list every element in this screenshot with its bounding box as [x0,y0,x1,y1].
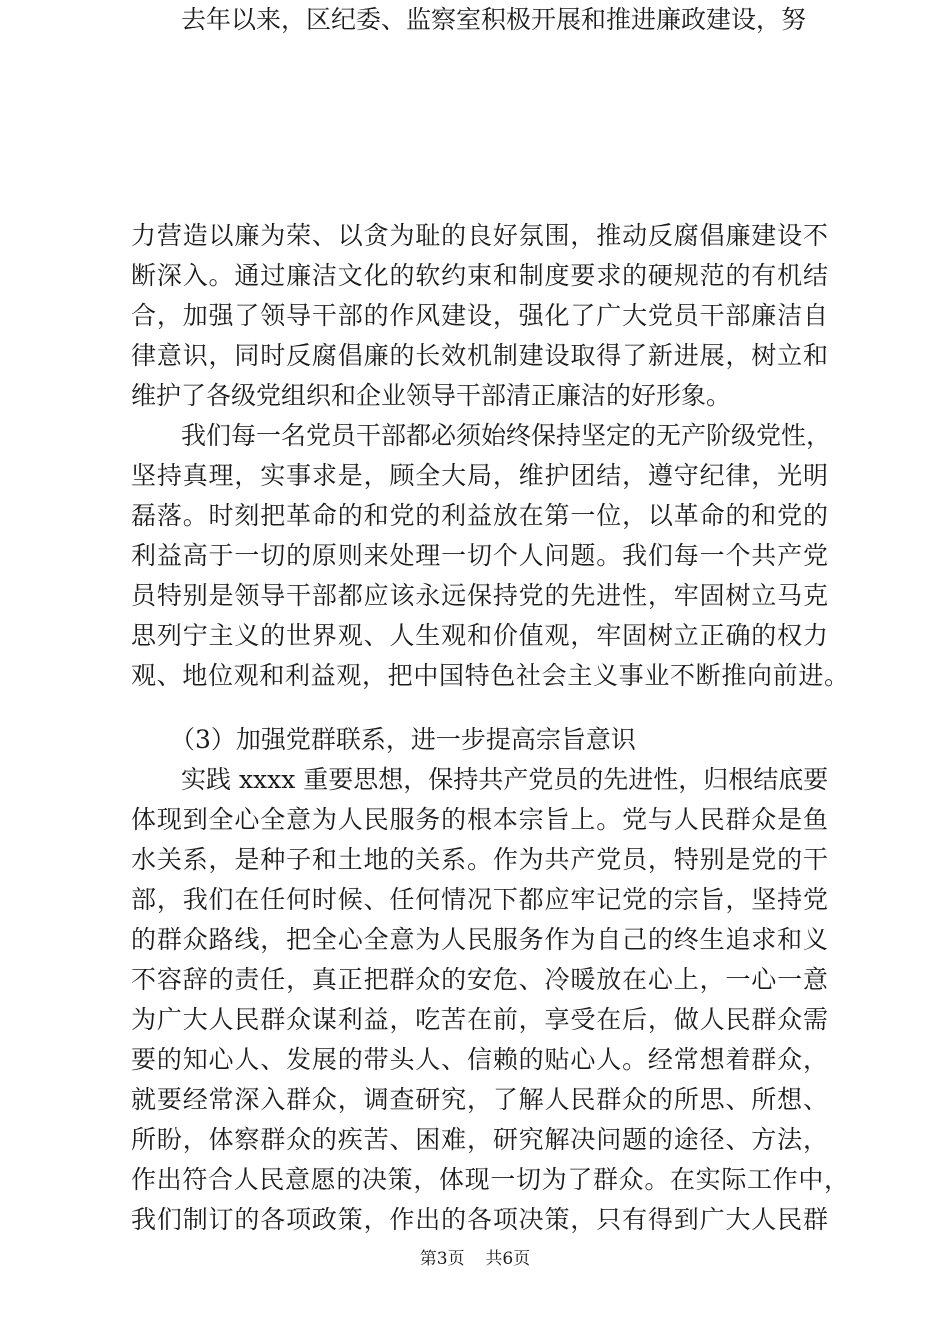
paragraph-3-line-12: 我们制订的各项政策，作出的各项决策，只有得到广大人民群 [131,1205,828,1234]
paragraph-3-line-1: 实践 xxxx 重要思想，保持共产党员的先进性，归根结底要 [181,765,829,794]
paragraph-2-line-3: 磊落。时刻把革命的和党的利益放在第一位，以革命的和党的 [131,501,828,530]
paragraph-3-line-2: 体现到全心全意为人民服务的根本宗旨上。党与人民群众是鱼 [131,805,828,834]
paragraph-3-line-6: 不容辞的责任，真正把群众的安危、冷暖放在心上，一心一意 [131,965,828,994]
paragraph-2-line-2: 坚持真理，实事求是，顾全大局，维护团结，遵守纪律，光明 [131,461,828,490]
paragraph-3-line-9: 就要经常深入群众，调查研究，了解人民群众的所思、所想、 [131,1085,828,1114]
paragraph-1-line-1: 去年以来，区纪委、监察室积极开展和推进廉政建设，努 [181,5,807,34]
paragraph-2-line-7: 观、地位观和利益观，把中国特色社会主义事业不断推向前进。 [131,661,849,690]
paragraph-2-line-1: 我们每一名党员干部都必须始终保持坚定的无产阶级党性， [181,421,832,450]
page-footer [0,1244,950,1274]
section-heading: （3）加强党群联系，进一步提高宗旨意识 [170,725,636,754]
paragraph-2-line-6: 思列宁主义的世界观、人生观和价值观，牢固树立正确的权力 [131,621,828,650]
paragraph-1-line-5: 律意识，同时反腐倡廉的长效机制建设取得了新进展，树立和 [131,341,828,370]
paragraph-3-line-7: 为广大人民群众谋利益，吃苦在前，享受在后，做人民群众需 [131,1005,828,1034]
page-number: 第3页 [419,1249,465,1269]
paragraph-3-line-5: 的群众路线，把全心全意为人民服务作为自己的终生追求和义 [131,925,828,954]
paragraph-1-line-2: 力营造以廉为荣、以贪为耻的良好氛围，推动反腐倡廉建设不 [131,221,828,250]
paragraph-3-line-11: 作出符合人民意愿的决策，体现一切为了群众。在实际工作中， [131,1165,849,1194]
paragraph-2-line-5: 员特别是领导干部都应该永远保持党的先进性，牢固树立马克 [131,581,828,610]
paragraph-1-line-6: 维护了各级党组织和企业领导干部清正廉洁的好形象。 [131,381,732,410]
paragraph-2-line-4: 利益高于一切的原则来处理一切个人问题。我们每一个共产党 [131,541,828,570]
paragraph-3-line-3: 水关系，是种子和土地的关系。作为共产党员，特别是党的干 [131,845,828,874]
page-total: 共6页 [485,1249,531,1269]
paragraph-3-line-4: 部，我们在任何时候、任何情况下都应牢记党的宗旨，坚持党 [131,885,828,914]
paragraph-1-line-4: 合，加强了领导干部的作风建设，强化了广大党员干部廉洁自 [131,301,828,330]
paragraph-3-line-10: 所盼，体察群众的疾苦、困难，研究解决问题的途径、方法， [131,1125,828,1154]
paragraph-3-line-8: 要的知心人、发展的带头人、信赖的贴心人。经常想着群众， [131,1045,828,1074]
paragraph-1-line-3: 断深入。通过廉洁文化的软约束和制度要求的硬规范的有机结 [131,261,828,290]
